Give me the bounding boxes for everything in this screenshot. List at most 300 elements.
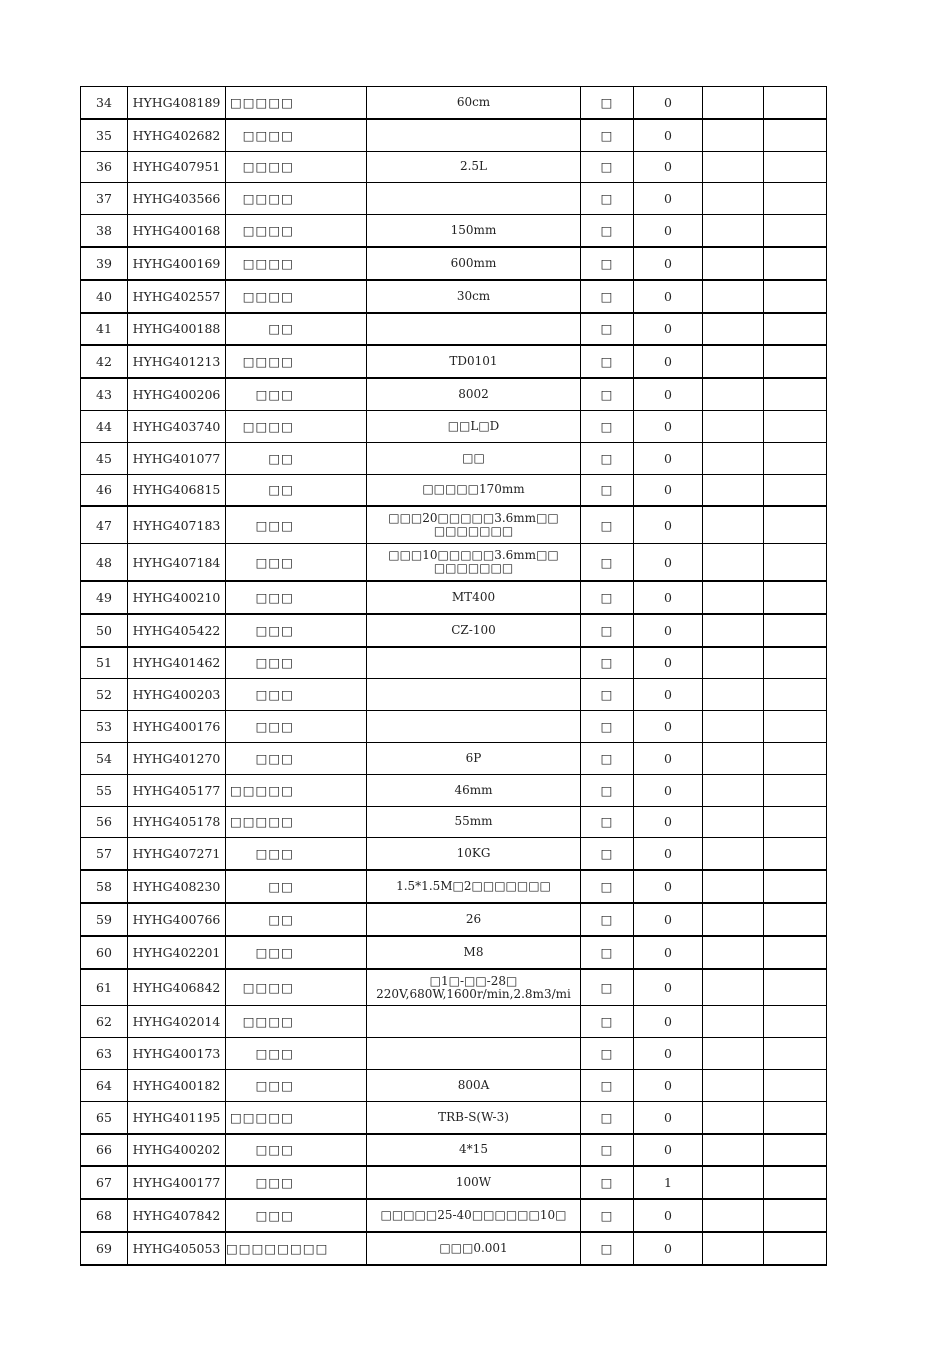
- empty-cell: [764, 806, 827, 838]
- row-number: 53: [81, 711, 128, 743]
- item-code: HYHG401077: [128, 442, 226, 474]
- empty-cell: [703, 1069, 764, 1101]
- item-code: HYHG401213: [128, 345, 226, 378]
- empty-cell: [703, 506, 764, 543]
- empty-cell: [703, 1134, 764, 1167]
- empty-cell: [703, 647, 764, 679]
- empty-cell: [703, 1232, 764, 1265]
- item-spec: [367, 1038, 581, 1070]
- item-code: HYHG405422: [128, 614, 226, 647]
- item-code: HYHG402682: [128, 119, 226, 151]
- row-number: 48: [81, 544, 128, 581]
- empty-cell: [703, 838, 764, 870]
- item-spec: □□□0.001: [367, 1232, 581, 1265]
- item-code: HYHG400169: [128, 247, 226, 280]
- item-code: HYHG403566: [128, 183, 226, 215]
- table-row: [81, 442, 827, 474]
- row-number: 57: [81, 838, 128, 870]
- item-unit: □: [581, 87, 634, 119]
- item-name: □□□: [226, 647, 367, 679]
- item-code: HYHG400168: [128, 215, 226, 247]
- row-number: 37: [81, 183, 128, 215]
- empty-cell: [764, 1134, 827, 1167]
- item-quantity: 0: [634, 838, 703, 870]
- row-number: 68: [81, 1199, 128, 1232]
- item-unit: □: [581, 647, 634, 679]
- table-row: [81, 838, 827, 870]
- empty-cell: [703, 87, 764, 119]
- empty-cell: [764, 151, 827, 183]
- item-spec: TRB-S(W-3): [367, 1101, 581, 1133]
- item-code: HYHG402557: [128, 280, 226, 313]
- item-unit: □: [581, 544, 634, 581]
- table-row: [81, 474, 827, 506]
- item-code: HYHG405177: [128, 774, 226, 806]
- item-spec: □□□10□□□□□3.6mm□□ □□□□□□□: [367, 544, 581, 581]
- item-code: HYHG407183: [128, 506, 226, 543]
- empty-cell: [764, 506, 827, 543]
- item-name: □□□: [226, 506, 367, 543]
- item-code: HYHG401270: [128, 742, 226, 774]
- item-quantity: 0: [634, 119, 703, 151]
- item-quantity: 0: [634, 151, 703, 183]
- empty-cell: [703, 1101, 764, 1133]
- row-number: 65: [81, 1101, 128, 1133]
- item-name: □□□: [226, 1199, 367, 1232]
- item-quantity: 0: [634, 1006, 703, 1038]
- item-unit: □: [581, 119, 634, 151]
- item-unit: □: [581, 1101, 634, 1133]
- item-spec: 150mm: [367, 215, 581, 247]
- item-quantity: 0: [634, 1232, 703, 1265]
- item-unit: □: [581, 806, 634, 838]
- row-number: 51: [81, 647, 128, 679]
- empty-cell: [703, 614, 764, 647]
- item-name: □□□□: [226, 969, 367, 1006]
- row-number: 61: [81, 969, 128, 1006]
- item-spec: □□L□D: [367, 410, 581, 442]
- row-number: 41: [81, 313, 128, 346]
- empty-cell: [703, 151, 764, 183]
- item-name: □□□: [226, 1134, 367, 1167]
- empty-cell: [764, 544, 827, 581]
- item-quantity: 0: [634, 1038, 703, 1070]
- item-name: □□□: [226, 581, 367, 614]
- item-spec: CZ-100: [367, 614, 581, 647]
- empty-cell: [764, 1069, 827, 1101]
- item-spec: 55mm: [367, 806, 581, 838]
- item-code: HYHG400203: [128, 679, 226, 711]
- item-quantity: 0: [634, 313, 703, 346]
- item-code: HYHG406815: [128, 474, 226, 506]
- table-row: [81, 679, 827, 711]
- empty-cell: [703, 345, 764, 378]
- item-quantity: 0: [634, 1199, 703, 1232]
- empty-cell: [764, 679, 827, 711]
- empty-cell: [703, 1038, 764, 1070]
- row-number: 44: [81, 410, 128, 442]
- table-row: [81, 1199, 827, 1232]
- item-spec: MT400: [367, 581, 581, 614]
- item-spec: 800A: [367, 1069, 581, 1101]
- empty-cell: [764, 838, 827, 870]
- empty-cell: [703, 247, 764, 280]
- item-quantity: 0: [634, 247, 703, 280]
- empty-cell: [703, 774, 764, 806]
- item-spec: [367, 313, 581, 346]
- item-spec: 6P: [367, 742, 581, 774]
- item-spec: 2.5L: [367, 151, 581, 183]
- item-unit: □: [581, 247, 634, 280]
- item-quantity: 0: [634, 442, 703, 474]
- item-quantity: 0: [634, 581, 703, 614]
- empty-cell: [764, 442, 827, 474]
- item-name: □□□: [226, 838, 367, 870]
- row-number: 45: [81, 442, 128, 474]
- item-code: HYHG405053: [128, 1232, 226, 1265]
- item-name: □□□□□: [226, 87, 367, 119]
- empty-cell: [764, 410, 827, 442]
- table-row: [81, 378, 827, 410]
- empty-cell: [764, 474, 827, 506]
- item-spec: [367, 679, 581, 711]
- item-unit: □: [581, 1006, 634, 1038]
- item-name: □□□□: [226, 410, 367, 442]
- item-unit: □: [581, 345, 634, 378]
- item-code: HYHG400188: [128, 313, 226, 346]
- item-unit: □: [581, 581, 634, 614]
- item-code: HYHG405178: [128, 806, 226, 838]
- empty-cell: [703, 742, 764, 774]
- item-unit: □: [581, 838, 634, 870]
- empty-cell: [764, 1199, 827, 1232]
- item-unit: □: [581, 280, 634, 313]
- table-row: [81, 647, 827, 679]
- item-quantity: 0: [634, 544, 703, 581]
- row-number: 69: [81, 1232, 128, 1265]
- table-row: [81, 774, 827, 806]
- item-unit: □: [581, 903, 634, 936]
- row-number: 49: [81, 581, 128, 614]
- empty-cell: [703, 119, 764, 151]
- item-name: □□□: [226, 936, 367, 969]
- item-quantity: 0: [634, 280, 703, 313]
- row-number: 54: [81, 742, 128, 774]
- table-row: [81, 87, 827, 119]
- row-number: 60: [81, 936, 128, 969]
- empty-cell: [764, 215, 827, 247]
- empty-cell: [764, 903, 827, 936]
- item-spec: □□: [367, 442, 581, 474]
- item-name: □□□□□: [226, 806, 367, 838]
- item-code: HYHG407951: [128, 151, 226, 183]
- item-spec: □□□20□□□□□3.6mm□□ □□□□□□□: [367, 506, 581, 543]
- item-spec: 60cm: [367, 87, 581, 119]
- item-spec: □□□□□170mm: [367, 474, 581, 506]
- row-number: 64: [81, 1069, 128, 1101]
- item-unit: □: [581, 313, 634, 346]
- item-quantity: 0: [634, 1101, 703, 1133]
- item-name: □□□□□□□□: [226, 1232, 367, 1265]
- table-row: [81, 1166, 827, 1199]
- item-unit: □: [581, 679, 634, 711]
- item-spec: □1□-□□-28□ 220V,680W,1600r/min,2.8m3/mi: [367, 969, 581, 1006]
- item-unit: □: [581, 506, 634, 543]
- item-code: HYHG408189: [128, 87, 226, 119]
- item-code: HYHG407842: [128, 1199, 226, 1232]
- empty-cell: [764, 87, 827, 119]
- item-spec: 46mm: [367, 774, 581, 806]
- row-number: 50: [81, 614, 128, 647]
- row-number: 42: [81, 345, 128, 378]
- item-quantity: 0: [634, 215, 703, 247]
- item-unit: □: [581, 1069, 634, 1101]
- item-spec: [367, 1006, 581, 1038]
- item-name: □□□: [226, 711, 367, 743]
- empty-cell: [764, 870, 827, 903]
- item-spec: 600mm: [367, 247, 581, 280]
- item-quantity: 0: [634, 345, 703, 378]
- row-number: 56: [81, 806, 128, 838]
- item-quantity: 0: [634, 1134, 703, 1167]
- row-number: 52: [81, 679, 128, 711]
- row-number: 35: [81, 119, 128, 151]
- item-unit: □: [581, 969, 634, 1006]
- empty-cell: [764, 183, 827, 215]
- table-row: [81, 247, 827, 280]
- empty-cell: [703, 679, 764, 711]
- empty-cell: [703, 378, 764, 410]
- empty-cell: [703, 474, 764, 506]
- item-quantity: 0: [634, 506, 703, 543]
- item-code: HYHG406842: [128, 969, 226, 1006]
- item-quantity: 0: [634, 870, 703, 903]
- item-name: □□□□□: [226, 774, 367, 806]
- item-spec: M8: [367, 936, 581, 969]
- item-name: □□□□: [226, 151, 367, 183]
- item-name: □□□□: [226, 1006, 367, 1038]
- table-row: [81, 183, 827, 215]
- item-spec: TD0101: [367, 345, 581, 378]
- empty-cell: [764, 1232, 827, 1265]
- empty-cell: [764, 119, 827, 151]
- item-name: □□: [226, 313, 367, 346]
- empty-cell: [764, 313, 827, 346]
- item-code: HYHG400177: [128, 1166, 226, 1199]
- empty-cell: [703, 313, 764, 346]
- item-spec: □□□□□25-40□□□□□□10□: [367, 1199, 581, 1232]
- table-row: [81, 614, 827, 647]
- empty-cell: [764, 936, 827, 969]
- item-spec: [367, 647, 581, 679]
- item-name: □□□: [226, 1166, 367, 1199]
- row-number: 58: [81, 870, 128, 903]
- item-code: HYHG400210: [128, 581, 226, 614]
- empty-cell: [764, 378, 827, 410]
- table-row: [81, 1134, 827, 1167]
- table-row: [81, 410, 827, 442]
- row-number: 59: [81, 903, 128, 936]
- empty-cell: [764, 280, 827, 313]
- row-number: 66: [81, 1134, 128, 1167]
- table-row: [81, 1069, 827, 1101]
- row-number: 34: [81, 87, 128, 119]
- item-quantity: 0: [634, 806, 703, 838]
- table-row: [81, 806, 827, 838]
- item-spec: 1.5*1.5M□2□□□□□□□: [367, 870, 581, 903]
- item-quantity: 0: [634, 614, 703, 647]
- item-name: □□□□: [226, 247, 367, 280]
- item-spec: 100W: [367, 1166, 581, 1199]
- row-number: 43: [81, 378, 128, 410]
- table-row: [81, 870, 827, 903]
- empty-cell: [703, 280, 764, 313]
- empty-cell: [703, 903, 764, 936]
- item-unit: □: [581, 742, 634, 774]
- empty-cell: [703, 183, 764, 215]
- row-number: 67: [81, 1166, 128, 1199]
- item-unit: □: [581, 442, 634, 474]
- empty-cell: [703, 442, 764, 474]
- item-unit: □: [581, 614, 634, 647]
- table-row: [81, 544, 827, 581]
- table-row: [81, 280, 827, 313]
- row-number: 62: [81, 1006, 128, 1038]
- row-number: 47: [81, 506, 128, 543]
- item-code: HYHG400206: [128, 378, 226, 410]
- empty-cell: [703, 544, 764, 581]
- row-number: 55: [81, 774, 128, 806]
- item-quantity: 0: [634, 903, 703, 936]
- item-quantity: 0: [634, 647, 703, 679]
- item-unit: □: [581, 378, 634, 410]
- item-unit: □: [581, 1038, 634, 1070]
- item-name: □□□□□: [226, 1101, 367, 1133]
- item-name: □□: [226, 474, 367, 506]
- item-unit: □: [581, 1166, 634, 1199]
- item-quantity: 0: [634, 183, 703, 215]
- item-quantity: 0: [634, 87, 703, 119]
- empty-cell: [764, 1006, 827, 1038]
- item-code: HYHG401195: [128, 1101, 226, 1133]
- item-unit: □: [581, 151, 634, 183]
- item-quantity: 0: [634, 969, 703, 1006]
- table-row: [81, 936, 827, 969]
- item-quantity: 0: [634, 378, 703, 410]
- item-spec: 4*15: [367, 1134, 581, 1167]
- table-row: [81, 313, 827, 346]
- empty-cell: [764, 969, 827, 1006]
- item-unit: □: [581, 870, 634, 903]
- item-name: □□: [226, 442, 367, 474]
- empty-cell: [764, 614, 827, 647]
- table-row: [81, 1006, 827, 1038]
- empty-cell: [703, 806, 764, 838]
- empty-cell: [703, 969, 764, 1006]
- row-number: 40: [81, 280, 128, 313]
- table-row: [81, 215, 827, 247]
- item-quantity: 0: [634, 936, 703, 969]
- row-number: 63: [81, 1038, 128, 1070]
- item-unit: □: [581, 1232, 634, 1265]
- item-unit: □: [581, 936, 634, 969]
- item-quantity: 1: [634, 1166, 703, 1199]
- empty-cell: [764, 581, 827, 614]
- table-row: [81, 1232, 827, 1265]
- item-name: □□□□: [226, 183, 367, 215]
- empty-cell: [764, 345, 827, 378]
- item-code: HYHG402201: [128, 936, 226, 969]
- item-code: HYHG403740: [128, 410, 226, 442]
- empty-cell: [703, 936, 764, 969]
- item-name: □□□: [226, 378, 367, 410]
- item-name: □□□: [226, 544, 367, 581]
- item-name: □□: [226, 870, 367, 903]
- item-name: □□□: [226, 1038, 367, 1070]
- item-code: HYHG402014: [128, 1006, 226, 1038]
- item-spec: 26: [367, 903, 581, 936]
- item-name: □□□: [226, 679, 367, 711]
- item-quantity: 0: [634, 679, 703, 711]
- item-name: □□□: [226, 1069, 367, 1101]
- item-unit: □: [581, 215, 634, 247]
- item-name: □□□□: [226, 280, 367, 313]
- item-spec: 10KG: [367, 838, 581, 870]
- item-spec: [367, 711, 581, 743]
- empty-cell: [764, 774, 827, 806]
- item-code: HYHG407271: [128, 838, 226, 870]
- item-name: □□□: [226, 614, 367, 647]
- empty-cell: [703, 1006, 764, 1038]
- item-name: □□□□: [226, 215, 367, 247]
- empty-cell: [764, 1101, 827, 1133]
- empty-cell: [764, 1038, 827, 1070]
- item-code: HYHG400182: [128, 1069, 226, 1101]
- item-code: HYHG401462: [128, 647, 226, 679]
- table-row: [81, 151, 827, 183]
- empty-cell: [703, 711, 764, 743]
- empty-cell: [764, 742, 827, 774]
- table-row: [81, 1101, 827, 1133]
- item-spec: [367, 119, 581, 151]
- item-code: HYHG400766: [128, 903, 226, 936]
- item-unit: □: [581, 1199, 634, 1232]
- table-row: [81, 903, 827, 936]
- table-row: [81, 969, 827, 1006]
- empty-cell: [764, 711, 827, 743]
- item-quantity: 0: [634, 410, 703, 442]
- item-spec: [367, 183, 581, 215]
- empty-cell: [703, 215, 764, 247]
- table-row: [81, 581, 827, 614]
- item-quantity: 0: [634, 711, 703, 743]
- table-row: [81, 1038, 827, 1070]
- item-unit: □: [581, 774, 634, 806]
- table-row: [81, 742, 827, 774]
- item-spec: 30cm: [367, 280, 581, 313]
- item-unit: □: [581, 410, 634, 442]
- item-name: □□□□: [226, 345, 367, 378]
- row-number: 38: [81, 215, 128, 247]
- empty-cell: [703, 410, 764, 442]
- table-row: [81, 506, 827, 543]
- empty-cell: [764, 1166, 827, 1199]
- item-name: □□□□: [226, 119, 367, 151]
- row-number: 36: [81, 151, 128, 183]
- table-row: [81, 119, 827, 151]
- item-unit: □: [581, 474, 634, 506]
- table-row: [81, 345, 827, 378]
